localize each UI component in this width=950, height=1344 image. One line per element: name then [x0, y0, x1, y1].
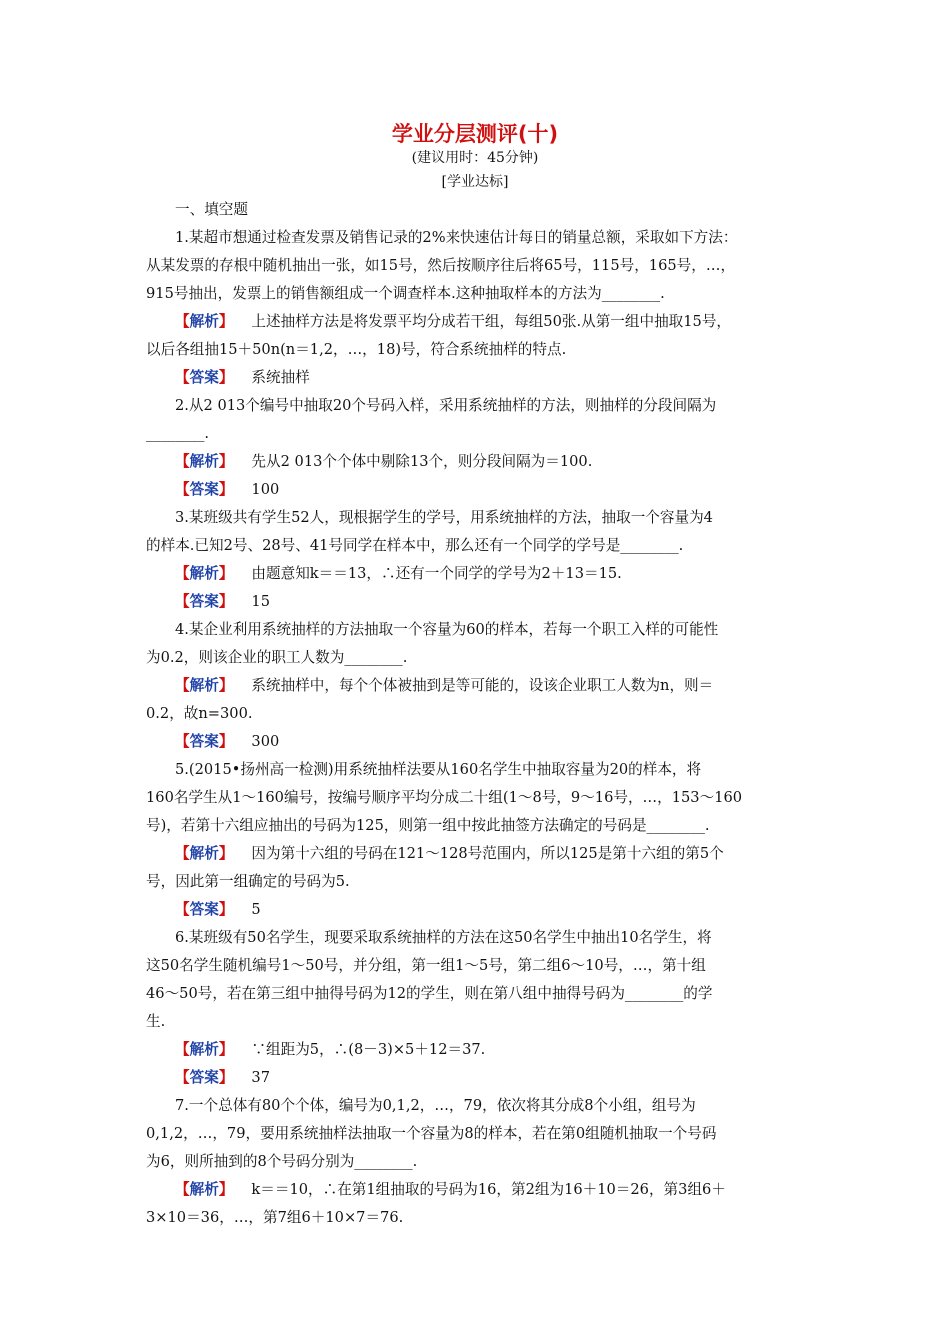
analysis-label: 【解析】 [175, 453, 234, 470]
question-4-line-2: 为0.2，则该企业的职工人数为________. [146, 649, 408, 666]
question-6-line-1: 6.某班级有50名学生，现要采取系统抽样的方法在这50名学生中抽出10名学生，将 [175, 929, 712, 946]
question-3-line-2: 的样本.已知2号、28号、41号同学在样本中，那么还有一个同学的学号是________. [146, 537, 684, 554]
question-2-answer: 【答案】 100 [175, 481, 280, 498]
answer-label: 【答案】 [175, 733, 234, 750]
section-heading: 一、填空题 [175, 201, 248, 218]
question-4-analysis-cont: 0.2，故n=300. [146, 705, 253, 722]
page-subtitle: (建议用时：45分钟) [411, 150, 539, 166]
question-5-line-3: 号)，若第十六组应抽出的号码为125，则第一组中按此抽签方法确定的号码是________. [146, 817, 710, 834]
question-7-analysis-cont: 3×10＝36，…，第7组6＋10×7＝76. [146, 1209, 404, 1226]
analysis-label: 【解析】 [175, 1181, 234, 1198]
answer-label: 【答案】 [175, 1069, 234, 1086]
section-tag: [学业达标] [441, 174, 509, 190]
analysis-label: 【解析】 [175, 565, 234, 582]
question-2-line-1: 2.从2 013个编号中抽取20个号码入样，采用系统抽样的方法，则抽样的分段间隔为 [175, 397, 717, 414]
question-1-line-2: 从某发票的存根中随机抽出一张，如15号，然后按顺序往后将65号，115号，165号，…， [146, 257, 736, 274]
analysis-label: 【解析】 [175, 677, 234, 694]
question-5-line-2: 160名学生从1～160编号，按编号顺序平均分成二十组(1～8号，9～16号，…，153～160 [146, 789, 743, 806]
answer-label: 【答案】 [175, 593, 234, 610]
question-1-line-1: 1.某超市想通过检查发票及销售记录的2%来快速估计每日的销量总额，采取如下方法： [175, 229, 738, 246]
question-5-analysis: 【解析】 因为第十六组的号码在121～128号范围内，所以125是第十六组的第5个 [175, 845, 724, 862]
question-1-line-3: 915号抽出，发票上的销售额组成一个调查样本.这种抽取样本的方法为________. [146, 285, 665, 302]
question-5-answer: 【答案】 5 [175, 901, 261, 918]
question-5-line-1: 5.(2015•扬州高一检测)用系统抽样法要从160名学生中抽取容量为20的样本，将 [175, 761, 702, 778]
question-1-analysis-cont: 以后各组抽15＋50n(n＝1,2，…，18)号，符合系统抽样的特点. [146, 341, 567, 358]
question-7-line-3: 为6，则所抽到的8个号码分别为________. [146, 1153, 418, 1170]
question-3-line-1: 3.某班级共有学生52人，现根据学生的学号，用系统抽样的方法，抽取一个容量为4 [175, 509, 713, 526]
question-6-line-4: 生. [146, 1013, 166, 1030]
question-4-answer: 【答案】 300 [175, 733, 280, 750]
analysis-label: 【解析】 [175, 845, 234, 862]
question-3-analysis: 【解析】 由题意知k＝＝13，∴还有一个同学的学号为2＋13＝15. [175, 565, 622, 582]
answer-label: 【答案】 [175, 901, 234, 918]
question-2-analysis: 【解析】 先从2 013个个体中剔除13个，则分段间隔为＝100. [175, 453, 593, 470]
question-3-answer: 【答案】 15 [175, 593, 270, 610]
question-7-line-2: 0,1,2，…，79，要用系统抽样法抽取一个容量为8的样本，若在第0组随机抽取一个号码 [146, 1125, 717, 1142]
answer-label: 【答案】 [175, 369, 234, 386]
question-6-line-2: 这50名学生随机编号1～50号，并分组，第一组1～5号，第二组6～10号，…，第十组 [146, 957, 706, 974]
answer-label: 【答案】 [175, 481, 234, 498]
question-6-line-3: 46～50号，若在第三组中抽得号码为12的学生，则在第八组中抽得号码为________的学 [146, 985, 713, 1002]
question-6-answer: 【答案】 37 [175, 1069, 270, 1086]
question-2-line-2: ________. [146, 425, 210, 442]
question-7-line-1: 7.一个总体有80个个体，编号为0,1,2，…，79，依次将其分成8个小组，组号为 [175, 1097, 696, 1114]
question-1-answer: 【答案】 系统抽样 [175, 369, 310, 386]
question-1-analysis: 【解析】 上述抽样方法是将发票平均分成若干组，每组50张.从第一组中抽取15号， [175, 313, 732, 330]
analysis-label: 【解析】 [175, 1041, 234, 1058]
question-7-analysis: 【解析】 k＝＝10，∴在第1组抽取的号码为16，第2组为16＋10＝26，第3组6＋ [175, 1181, 726, 1198]
question-4-analysis: 【解析】 系统抽样中，每个个体被抽到是等可能的，设该企业职工人数为n，则＝ [175, 677, 714, 694]
question-6-analysis: 【解析】 ∵组距为5，∴(8－3)×5＋12＝37. [175, 1041, 486, 1058]
analysis-label: 【解析】 [175, 313, 234, 330]
question-5-analysis-cont: 号，因此第一组确定的号码为5. [146, 873, 350, 890]
page-title: 学业分层测评(十) [391, 122, 559, 146]
document-body [146, 196, 808, 1232]
question-4-line-1: 4.某企业利用系统抽样的方法抽取一个容量为60的样本，若每一个职工入样的可能性 [175, 621, 719, 638]
